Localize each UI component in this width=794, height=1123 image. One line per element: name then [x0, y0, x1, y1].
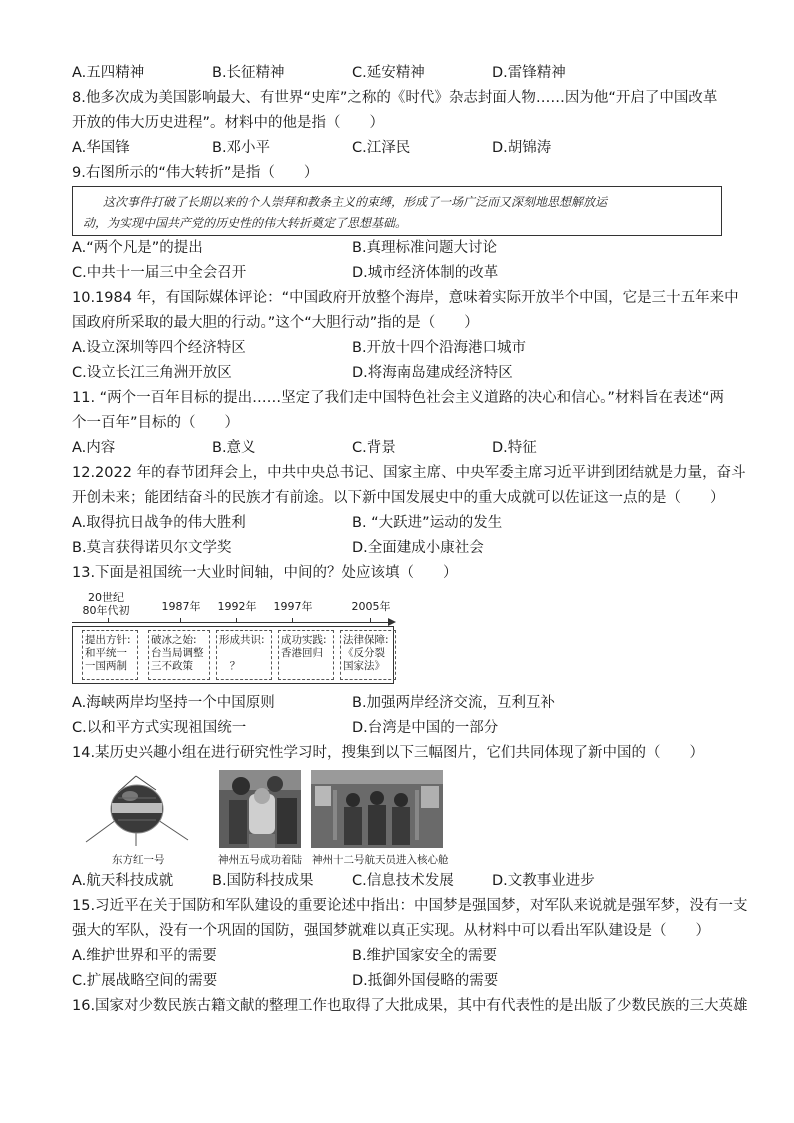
timeline-event-box: 法律保障: 《反分裂 国家法》: [340, 630, 396, 680]
q10-stem-line-1: 10.1984 年，有国际媒体评论：“中国政府开放整个海岸，意味着实际开放半个中国，它是三十五年来中: [72, 290, 739, 306]
shenzhou-5-landing-photo: [219, 770, 301, 848]
option-b[interactable]: B.开放十四个沿海港口城市: [352, 340, 527, 356]
q15-stem-line-2: 强大的军队，没有一个巩固的国防，强国梦就难以真正实现。从材料中可以看出军队建设是（ ）: [72, 923, 710, 939]
q15-options-row-2: [72, 971, 722, 991]
option-c[interactable]: C.中共十一届三中全会召开: [72, 265, 247, 281]
q12-options-row-2: [72, 538, 722, 558]
option-b[interactable]: B.长征精神: [212, 65, 285, 81]
q11-stem-line-2: 个一百年”目标的（ ）: [72, 415, 240, 431]
q13-stem: 13.下面是祖国统一大业时间轴，中间的？处应该填（ ）: [72, 565, 458, 581]
timeline-year-5: 2005年: [351, 600, 391, 613]
q10-options-row-2: [72, 363, 722, 383]
option-c[interactable]: C.信息技术发展: [352, 873, 454, 889]
timeline-year-4: 1997年: [273, 600, 313, 613]
option-a[interactable]: A.海峡两岸均坚持一个中国原则: [72, 695, 275, 711]
q9-stem: 9.右图所示的“伟大转折”是指（ ）: [72, 165, 319, 181]
option-a[interactable]: A.维护世界和平的需要: [72, 948, 217, 964]
q14-photos: [72, 770, 472, 870]
q10-options-row-1: [72, 338, 722, 358]
q11-stem-line-1: 11. “两个一百年目标的提出……坚定了我们走中国特色社会主义道路的决心和信心。”材料旨在表述“两: [72, 390, 724, 406]
option-b[interactable]: B.邓小平: [212, 140, 271, 156]
option-b[interactable]: B.国防科技成果: [212, 873, 314, 889]
q16-stem-line-1: 16.国家对少数民族古籍文献的整理工作也取得了大批成果，其中有代表性的是出版了少数民族的三大英雄: [72, 998, 748, 1014]
option-d[interactable]: D.雷锋精神: [492, 65, 566, 81]
timeline-axis: [72, 622, 390, 623]
q11-options: [72, 438, 722, 458]
option-c[interactable]: B.莫言获得诺贝尔文学奖: [72, 540, 232, 556]
q9-material-line-1: 这次事件打破了长期以来的个人崇拜和教条主义的束缚，形成了一场广泛而又深刻地思想解放运: [103, 195, 608, 209]
q10-stem-line-2: 国政府所采取的最大胆的行动。”这个“大胆行动”指的是（ ）: [72, 315, 479, 331]
option-d[interactable]: D.抵御外国侵略的需要: [352, 973, 499, 989]
q8-stem-line-1: 8.他多次成为美国影响最大、有世界“史库”之称的《时代》杂志封面人物……因为他“开启了中国改革: [72, 90, 718, 106]
option-b[interactable]: B. “大跃进”运动的发生: [352, 515, 503, 531]
option-a[interactable]: A.取得抗日战争的伟大胜利: [72, 515, 246, 531]
timeline-year-2: 1987年: [161, 600, 201, 613]
option-c[interactable]: C.背景: [352, 440, 396, 456]
q9-material-line-2: 动，为实现中国共产党的历史性的伟大转折奠定了思想基础。: [83, 216, 408, 230]
option-c[interactable]: C.江泽民: [352, 140, 411, 156]
q13-options-row-2: [72, 718, 722, 738]
option-d[interactable]: D.全面建成小康社会: [352, 540, 484, 556]
q8-stem-line-2: 开放的伟大历史进程”。材料中的他是指（ ）: [72, 115, 385, 131]
option-c[interactable]: C.扩展战略空间的需要: [72, 973, 218, 989]
q9-options-row-1: [72, 238, 722, 258]
caption-shenzhou-12: 神州十二号航天员进入核心舱: [312, 854, 449, 866]
option-a[interactable]: A.航天科技成就: [72, 873, 174, 889]
q15-options-row-1: [72, 946, 722, 966]
timeline-event-box: 成功实践: 香港回归: [278, 630, 334, 680]
option-a[interactable]: A.五四精神: [72, 65, 145, 81]
option-a[interactable]: A.“两个凡是”的提出: [72, 240, 203, 256]
q12-stem-line-2: 开创未来；能团结奋斗的民族才有前途。以下新中国发展史中的重大成就可以佐证这一点的是（ ）: [72, 490, 725, 506]
option-a[interactable]: A.设立深圳等四个经济特区: [72, 340, 246, 356]
option-d[interactable]: D.将海南岛建成经济特区: [352, 365, 513, 381]
option-b[interactable]: B.真理标准问题大讨论: [352, 240, 498, 256]
option-d[interactable]: D.特征: [492, 440, 537, 456]
option-b[interactable]: B.意义: [212, 440, 256, 456]
option-d[interactable]: D.城市经济体制的改革: [352, 265, 499, 281]
reunification-timeline: [72, 590, 402, 686]
timeline-year-1: 20世纪 80年代初: [82, 591, 130, 617]
q8-options: [72, 138, 722, 158]
q9-options-row-2: [72, 263, 722, 283]
satellite-photo: [78, 770, 194, 848]
caption-shenzhou-5: 神州五号成功着陆: [218, 854, 302, 866]
option-a[interactable]: A.华国锋: [72, 140, 130, 156]
q14-stem: 14.某历史兴趣小组在进行研究性学习时，搜集到以下三幅图片，它们共同体现了新中国的（ ）: [72, 745, 705, 761]
option-d[interactable]: D.台湾是中国的一部分: [352, 720, 499, 736]
timeline-event-box: 破冰之始: 台当局调整 三不政策: [148, 630, 210, 680]
option-a[interactable]: A.内容: [72, 440, 116, 456]
timeline-year-3: 1992年: [217, 600, 257, 613]
timeline-event-box: 提出方针: 和平统一 一国两制: [82, 630, 138, 680]
q15-stem-line-1: 15.习近平在关于国防和军队建设的重要论述中指出：中国梦是强国梦，对军队来说就是强军梦，没有一支: [72, 898, 748, 914]
shenzhou-12-crew-photo: [311, 770, 443, 848]
timeline-event-box-unknown: 形成共识: ？: [216, 630, 272, 680]
q12-options-row-1: [72, 513, 722, 533]
option-b[interactable]: B.加强两岸经济交流，互利互补: [352, 695, 556, 711]
option-c[interactable]: C.延安精神: [352, 65, 425, 81]
option-c[interactable]: C.设立长江三角洲开放区: [72, 365, 232, 381]
timeline-arrow-icon: [388, 618, 396, 626]
q7-options: [72, 63, 722, 83]
caption-dongfanghong-1: 东方红一号: [112, 854, 165, 866]
option-b[interactable]: B.维护国家安全的需要: [352, 948, 498, 964]
q9-material-box: [72, 186, 722, 236]
q14-options: [72, 871, 722, 891]
option-d[interactable]: D.胡锦涛: [492, 140, 552, 156]
q13-options-row-1: [72, 693, 722, 713]
option-c[interactable]: C.以和平方式实现祖国统一: [72, 720, 247, 736]
q12-stem-line-1: 12.2022 年的春节团拜会上，中共中央总书记、国家主席、中央军委主席习近平讲到团结就是力量，奋斗: [72, 465, 746, 481]
option-d[interactable]: D.文教事业进步: [492, 873, 595, 889]
